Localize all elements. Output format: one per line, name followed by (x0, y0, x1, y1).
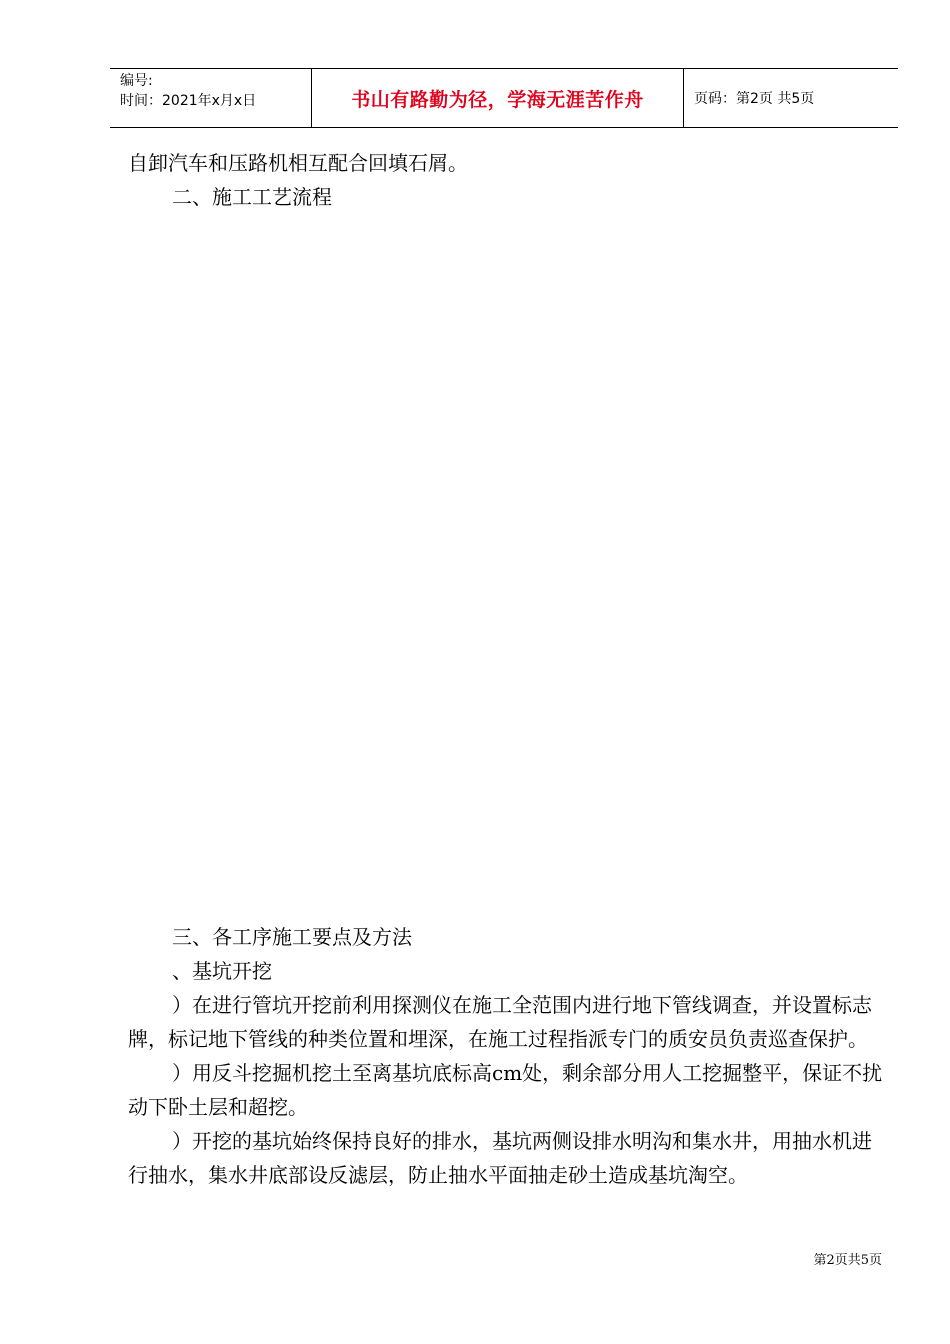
date-text: 时间：2021年x月x日 (120, 93, 257, 109)
page-footer: 第2页共5页 (813, 1253, 882, 1268)
header-page-info: 页码：第2页 共5页 (694, 91, 815, 107)
subsection-heading-excavation: 、基坑开挖 (172, 959, 272, 983)
list-item-3: ）开挖的基坑始终保持良好的排水，基坑两侧设排水明沟和集水井，用抽水机进行抽水，集水井底部设反滤层，防止抽水平面抽走砂土造成基坑淘空。 (128, 1129, 872, 1187)
document-body-bottom (128, 920, 884, 1192)
paragraph-continuation: 自卸汽车和压路机相互配合回填石屑。 (128, 151, 468, 175)
serial-number-label: 编号: (120, 73, 153, 89)
list-item-1: ）在进行管坑开挖前利用探测仪在施工全范围内进行地下管线调查，并设置标志牌，标记地下管线的种类位置和埋深，在施工过程指派专门的质安员负责巡查保护。 (128, 993, 872, 1051)
header-meta (110, 69, 312, 127)
document-body-top (128, 146, 884, 214)
page-header (110, 68, 898, 128)
section-heading-process-flow: 二、施工工艺流程 (172, 185, 332, 209)
list-item-2: ）用反斗挖掘机挖土至离基坑底标高cm处，剩余部分用人工挖掘整平，保证不扰动下卧土层和超挖。 (128, 1061, 883, 1119)
header-motto: 书山有路勤为径，学海无涯苦作舟 (312, 69, 684, 127)
section-heading-methods: 三、各工序施工要点及方法 (172, 925, 412, 949)
